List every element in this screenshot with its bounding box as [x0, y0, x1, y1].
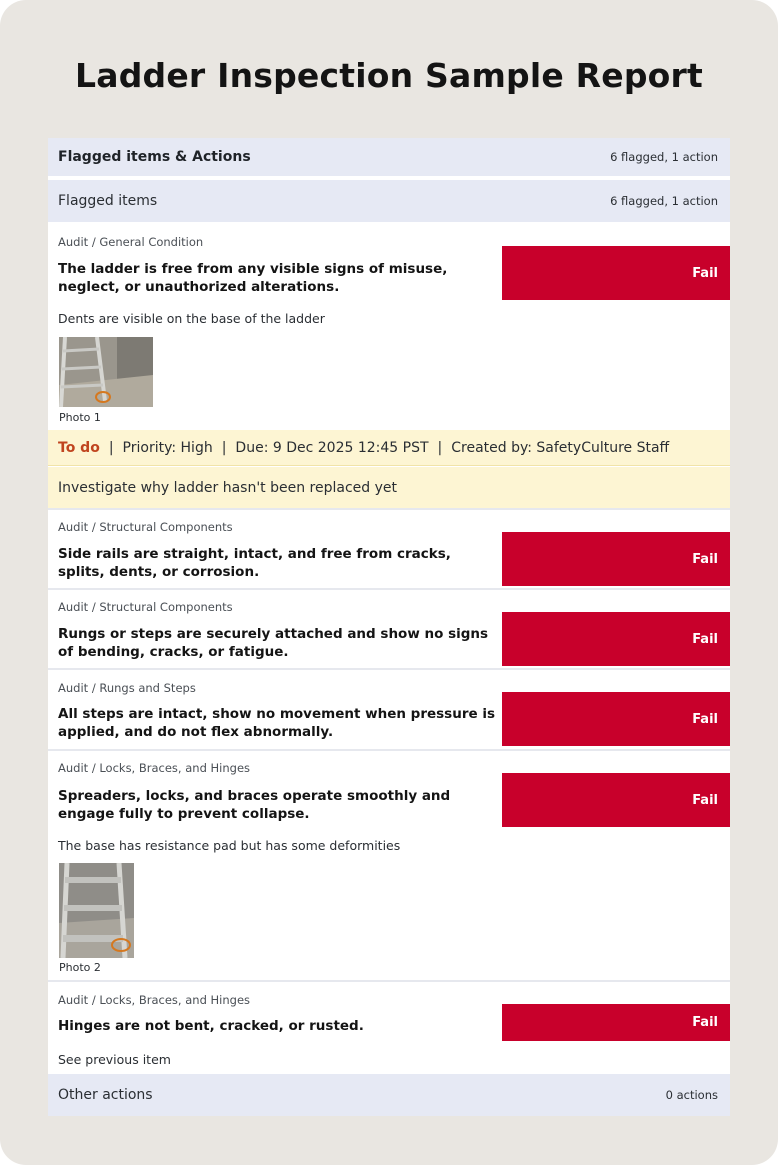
photo-caption: Photo 1: [59, 411, 101, 424]
fail-badge: Fail: [502, 532, 730, 586]
section-title: Flagged items & Actions: [58, 149, 251, 165]
action-due: Due: 9 Dec 2025 12:45 PST: [235, 439, 429, 456]
fail-badge: Fail: [502, 773, 730, 827]
action-status: To do: [58, 439, 100, 456]
ladder-photo[interactable]: [59, 863, 134, 958]
other-actions-header[interactable]: [48, 1074, 730, 1116]
fail-badge: Fail: [502, 692, 730, 746]
flagged-item: [48, 670, 730, 749]
other-actions-title: Other actions: [58, 1087, 153, 1103]
flagged-item: [48, 982, 730, 1074]
section-count: 6 flagged, 1 action: [610, 150, 718, 164]
action-created-by: Created by: SafetyCulture Staff: [451, 439, 670, 456]
flagged-item: [48, 222, 730, 430]
fail-badge: Fail: [502, 1004, 730, 1041]
fail-badge: Fail: [502, 612, 730, 666]
flagged-item: [48, 510, 730, 588]
item-path: Audit / Structural Components: [58, 520, 233, 534]
item-question: Spreaders, locks, and braces operate smoothly and engage fully to prevent collapse.: [58, 788, 451, 822]
flagged-items-title: Flagged items: [58, 193, 158, 209]
item-question: Side rails are straight, intact, and free from cracks, splits, dents, or corrosion.: [58, 546, 451, 580]
item-question: Rungs or steps are securely attached and show no signs of bending, cracks, or fatigue.: [58, 626, 489, 660]
report-card: [48, 138, 730, 1116]
action-separator: |: [437, 439, 443, 456]
action-separator: |: [221, 439, 227, 456]
section-header[interactable]: [48, 138, 730, 178]
other-actions-count: 0 actions: [665, 1088, 718, 1102]
item-path: Audit / Locks, Braces, and Hinges: [58, 761, 251, 775]
action-separator: |: [108, 439, 114, 456]
item-note: Dents are visible on the base of the ladder: [58, 311, 325, 326]
flagged-item: [48, 590, 730, 668]
action-row[interactable]: [48, 430, 730, 466]
item-question: All steps are intact, show no movement when pressure is applied, and do not flex abnormally.: [58, 706, 496, 740]
flagged-item: [48, 751, 730, 980]
action-priority: Priority: High: [122, 439, 213, 456]
item-path: Audit / Structural Components: [58, 600, 233, 614]
item-path: Audit / Locks, Braces, and Hinges: [58, 993, 251, 1007]
ladder-photo[interactable]: [59, 337, 153, 407]
item-note: See previous item: [58, 1052, 171, 1067]
item-question: The ladder is free from any visible signs of misuse, neglect, or unauthorized alterations.: [58, 261, 448, 295]
item-note: The base has resistance pad but has some deformities: [58, 838, 401, 853]
fail-badge: Fail: [502, 246, 730, 300]
action-note: Investigate why ladder hasn't been replaced yet: [48, 467, 730, 508]
flagged-items-count: 6 flagged, 1 action: [610, 194, 718, 208]
photo-caption: Photo 2: [59, 961, 101, 974]
item-question: Hinges are not bent, cracked, or rusted.: [58, 1018, 364, 1034]
item-path: Audit / General Condition: [58, 235, 204, 249]
flagged-items-header[interactable]: [48, 180, 730, 222]
page-title: Ladder Inspection Sample Report: [75, 56, 703, 95]
item-path: Audit / Rungs and Steps: [58, 681, 196, 695]
